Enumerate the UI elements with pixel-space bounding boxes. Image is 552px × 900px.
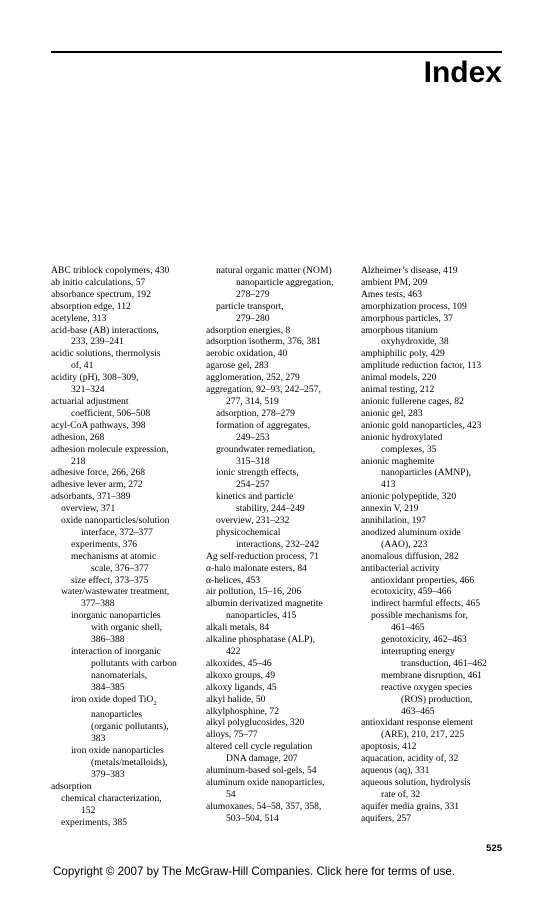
index-entry: aquifer media grains, 331 [361, 800, 460, 812]
index-entry: interrupting energy [381, 646, 455, 657]
index-entry: ionic strength effects, [216, 467, 299, 479]
index-entry: aquacation, acidity of, 32 [361, 753, 459, 765]
index-entry: aqueous (aq), 331 [361, 765, 430, 777]
index-entry: indirect harmful effects, 465 [371, 598, 481, 610]
index-entry: particle transport, [216, 300, 284, 312]
index-entry: agglomeration, 252, 279 [206, 372, 300, 384]
index-entry-continuation: of, 41 [71, 360, 94, 372]
index-entry-continuation: 54 [226, 788, 236, 800]
index-entry-continuation: 233, 239–241 [71, 336, 124, 348]
copyright-text: Copyright © 2007 by The McGraw-Hill Companies. [53, 865, 314, 878]
index-entry: experiments, 385 [61, 816, 128, 828]
page-title: Index [423, 56, 502, 89]
index-entry-continuation: 278–279 [236, 288, 270, 300]
index-entry-continuation: 277, 314, 519 [226, 395, 279, 407]
index-entry: experiments, 376 [71, 538, 138, 550]
index-entry: acidity (pH), 308–309, [51, 372, 139, 384]
index-entry-continuation: (ARE), 210, 217, 225 [381, 729, 465, 741]
index-entry: absorbance spectrum, 192 [51, 288, 151, 300]
index-entry-continuation: 413 [381, 479, 396, 491]
index-entry: anionic maghemite [361, 455, 435, 467]
index-entry: amphiphilic poly, 429 [361, 348, 445, 360]
index-entry-continuation: coefficient, 506–508 [71, 407, 151, 419]
index-entry: physicochemical [216, 526, 281, 538]
index-entry: alkoxides, 45–46 [206, 657, 272, 669]
index-entry: aqueous solution, hydrolysis [361, 776, 471, 788]
index-entry: absorption edge, 112 [51, 300, 131, 312]
index-entry: adsorption [51, 780, 92, 792]
index-entry-continuation: pollutants with carbon [91, 657, 177, 669]
index-entry: size effect, 373–375 [71, 574, 149, 586]
index-entry: reactive oxygen species [381, 681, 473, 693]
index-entry: aluminum oxide nanoparticles, [206, 776, 325, 788]
index-entry: antibacterial activity [361, 562, 440, 574]
index-entry: Alzheimer’s disease, 419 [361, 265, 458, 276]
index-entry-continuation: (ROS) production, [401, 693, 473, 705]
terms-of-use-link[interactable]: Click here for terms of use. [316, 865, 456, 878]
index-entry-continuation: scale, 376–377 [91, 562, 149, 574]
index-entry: possible mechanisms for, [371, 610, 468, 622]
index-entry-continuation: (organic pollutants), [91, 721, 169, 733]
index-column-1 [51, 265, 211, 829]
index-column-3 [361, 265, 506, 825]
index-entry-continuation: nanoparticles, 415 [226, 610, 297, 622]
index-entry-continuation: interface, 372–377 [81, 526, 153, 538]
index-entry: adsorption energies, 8 [206, 324, 291, 336]
index-entry: anionic gold nanoparticles, 423 [361, 419, 482, 431]
index-entry: adhesive lever arm, 272 [51, 479, 143, 491]
index-entry: ABC triblock copolymers, 430 [51, 265, 170, 276]
index-entry-continuation: nanoparticles [91, 709, 143, 721]
index-entry: α-helices, 453 [206, 574, 261, 586]
index-entry: apoptosis, 412 [361, 741, 417, 753]
index-entry-continuation: 315–318 [236, 455, 270, 467]
index-entry: natural organic matter (NOM) [216, 265, 332, 276]
index-entry: aggregation, 92–93, 242–257, [206, 384, 321, 396]
index-entry: ecotoxicity, 459–466 [371, 586, 452, 598]
index-entry: acid-base (AB) interactions, [51, 324, 159, 336]
index-entry: adsorption, 278–279 [216, 407, 295, 419]
index-entry-continuation: nanomaterials, [91, 669, 148, 681]
index-entry-continuation: nanoparticles (AMNP), [381, 467, 472, 479]
index-entry-continuation: rate of, 32 [381, 788, 421, 800]
index-entry: genotoxicity, 462–463 [381, 634, 467, 646]
index-entry: membrane disruption, 461 [381, 669, 482, 681]
index-entry: actuarial adjustment [51, 395, 129, 407]
index-entry-continuation: 279–280 [236, 312, 270, 324]
index-entry: α-halo malonate esters, 84 [206, 562, 307, 574]
copyright-footer [53, 865, 455, 878]
index-column-2 [206, 265, 356, 825]
index-entry: antioxidant response element [361, 717, 473, 729]
index-entry-continuation: 422 [226, 646, 241, 657]
index-entry-continuation: complexes, 35 [381, 443, 437, 455]
index-entry-continuation: 254–257 [236, 479, 270, 491]
index-entry: acyl-CoA pathways, 398 [51, 419, 146, 431]
index-entry: albumin derivatized magnetite [206, 598, 323, 610]
page-number: 525 [486, 843, 502, 854]
index-entry: anodized aluminum oxide [361, 526, 461, 538]
index-entry: kinetics and particle [216, 491, 294, 503]
index-entry: agarose gel, 283 [206, 360, 269, 372]
index-entry-continuation: 379–383 [91, 768, 125, 780]
entry-text: iron oxide doped TiO [71, 693, 154, 705]
index-entry: alloys, 75–77 [206, 729, 258, 741]
index-entry: animal testing, 212 [361, 384, 435, 396]
index-entry: alkaline phosphatase (ALP), [206, 634, 315, 646]
index-entry: anionic gel, 283 [361, 407, 423, 419]
index-entry: air pollution, 15–16, 206 [206, 586, 302, 598]
index-entry-continuation: 384–385 [91, 681, 125, 693]
subscript-two: 2 [153, 699, 157, 707]
index-entry: adhesion, 268 [51, 431, 105, 443]
index-entry: mechanisms at atomic [71, 550, 157, 562]
index-entry-continuation: (metals/metalloids), [91, 757, 168, 769]
index-entry: acidic solutions, thermolysis [51, 348, 161, 360]
index-entry: alkoxy ligands, 45 [206, 681, 277, 693]
index-entry: Ag self-reduction process, 71 [206, 550, 319, 562]
index-entry: alkyl polyglucosides, 320 [206, 717, 305, 729]
index-entry: chemical characterization, [61, 792, 162, 804]
index-entry: iron oxide nanoparticles [71, 745, 164, 757]
index-entry-continuation: DNA damage, 207 [226, 753, 298, 765]
index-entry: adsorbants, 371–389 [51, 491, 131, 503]
index-entry-continuation: 321–324 [71, 384, 105, 396]
index-entry: amorphization process, 109 [361, 300, 467, 312]
index-entry: anionic hydroxylated [361, 431, 443, 443]
index-entry-continuation: 152 [81, 804, 96, 816]
index-entry: annexin V, 219 [361, 503, 419, 515]
index-entry: alumoxanes, 54–58, 357, 358, [206, 800, 322, 812]
index-entry: adhesive force, 266, 268 [51, 467, 146, 479]
index-entry: amorphous titanium [361, 324, 439, 336]
index-entry-continuation: with organic shell, [91, 622, 162, 634]
index-entry: aquifers, 257 [361, 812, 412, 824]
index-entry: Ames tests, 463 [361, 288, 423, 300]
index-entry: overview, 371 [61, 503, 116, 515]
index-entry-continuation: transduction, 461–462 [401, 657, 487, 669]
index-entry: animal models, 220 [361, 372, 437, 384]
index-entry-continuation: 249–253 [236, 431, 270, 443]
index-entry-continuation: 461–465 [391, 622, 425, 634]
index-entry: interaction of inorganic [71, 646, 161, 657]
index-entry-continuation: 386–388 [91, 634, 125, 646]
index-entry: anionic fullerene cages, 82 [361, 395, 464, 407]
index-entry-continuation: oxyhydroxide, 38 [381, 336, 449, 348]
index-entry-continuation: stability, 244–249 [236, 503, 305, 515]
index-entry: ab initio calculations, 57 [51, 276, 146, 288]
index-entry-continuation: 503–504, 514 [226, 812, 279, 824]
index-entry: acetylene, 313 [51, 312, 107, 324]
index-entry: overview, 231–232 [216, 515, 290, 527]
index-entry: alkyl halide, 50 [206, 693, 266, 705]
index-entry: amorphous particles, 37 [361, 312, 453, 324]
index-entry: alkali metals, 84 [206, 622, 270, 634]
index-entry-continuation: 377–388 [81, 598, 115, 610]
index-entry-continuation: 218 [71, 455, 86, 467]
index-entry: oxide nanoparticles/solution [61, 515, 170, 527]
index-entry: amplitude reduction factor, 113 [361, 360, 482, 372]
index-entry: groundwater remediation, [216, 443, 316, 455]
index-entry: aerobic oxidation, 40 [206, 348, 288, 360]
index-entry: aluminum-based sol-gels, 54 [206, 765, 317, 777]
index-entry: anomalous diffusion, 282 [361, 550, 459, 562]
index-entry: alkylphosphine, 72 [206, 705, 280, 717]
index-entry: antioxidant properties, 466 [371, 574, 475, 586]
index-entry: anionic polypeptide, 320 [361, 491, 457, 503]
title-rule [51, 51, 502, 53]
index-entry: formation of aggregates, [216, 419, 311, 431]
index-entry: adsorption isotherm, 376, 381 [206, 336, 321, 348]
index-entry-continuation: (AAO), 223 [381, 538, 428, 550]
index-entry: water/wastewater treatment, [61, 586, 170, 598]
index-entry: alkoxo groups, 49 [206, 669, 276, 681]
index-entry: ambient PM, 209 [361, 276, 428, 288]
index-entry-continuation: 463–465 [401, 705, 435, 717]
index-entry: annihilation, 197 [361, 515, 427, 527]
index-entry: adhesion molecule expression, [51, 443, 169, 455]
index-entry-continuation: interactions, 232–242 [236, 538, 320, 550]
index-entry: altered cell cycle regulation [206, 741, 313, 753]
index-entry-continuation: nanoparticle aggregation, [236, 276, 334, 288]
index-entry [51, 694, 211, 710]
index-entry-continuation: 383 [91, 733, 106, 745]
index-entry: inorganic nanoparticles [71, 610, 161, 622]
